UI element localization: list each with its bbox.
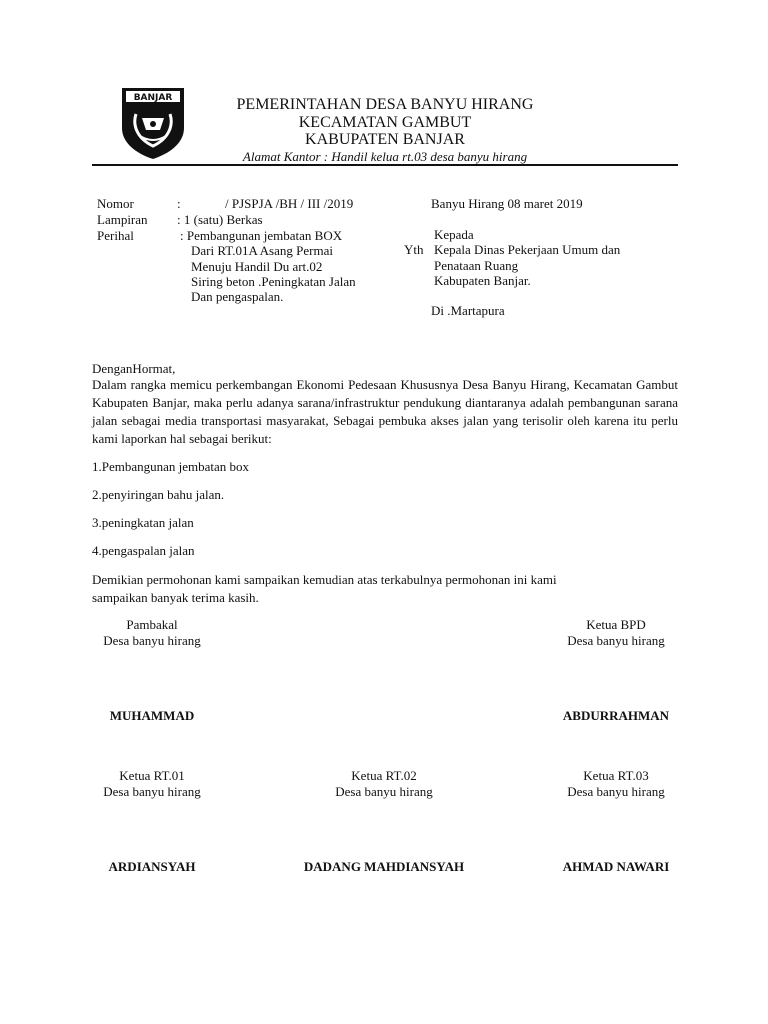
signature-org: Desa banyu hirang: [567, 784, 665, 799]
list-item: 2.penyiringan bahu jalan.: [92, 487, 225, 502]
recipient-line: Kabupaten Banjar.: [434, 273, 531, 288]
banjar-emblem-logo: [118, 84, 188, 160]
signature-org: Desa banyu hirang: [103, 784, 201, 799]
perihal-line: : Pembangunan jembatan BOX: [180, 228, 343, 243]
header-address: Alamat Kantor : Handil kelua rt.03 desa banyu hirang: [242, 149, 528, 164]
signature-title: Pambakal: [126, 617, 178, 632]
signatory-name: ABDURRAHMAN: [562, 708, 670, 723]
greeting: DenganHormat,: [92, 361, 176, 376]
header-regency: KABUPATEN BANJAR: [305, 131, 465, 148]
signatory-name: ARDIANSYAH: [108, 859, 196, 874]
recipient-line: Penataan Ruang: [434, 258, 519, 273]
perihal-line: Menuju Handil Du art.02: [191, 259, 323, 274]
signatory-name: AHMAD NAWARI: [562, 859, 670, 874]
header-district: KECAMATAN GAMBUT: [298, 114, 472, 131]
recipient-location: Di .Martapura: [431, 303, 505, 318]
body-paragraph: Dalam rangka memicu perkembangan Ekonomi Pedesaan Khususnya Desa Banyu Hirang, Kecamatan Gambut Kabupaten Banjar, maka perlu adanya sarana/infrastruktur pendukung diantaranya adalah pembangunan sarana jalan sebagai media transportasi masyarakat, Sebagai pembuka akses jalan yang terisolir oleh karena itu perlu kami laporkan hal sebagai berikut:: [92, 377, 678, 446]
perihal-line: Siring beton .Peningkatan Jalan: [191, 274, 356, 289]
closing-line: sampaikan banyak terima kasih.: [92, 590, 259, 605]
signature-title: Ketua RT.03: [583, 768, 649, 783]
signature-title: Ketua RT.02: [351, 768, 417, 783]
signature-org: Desa banyu hirang: [567, 633, 665, 648]
closing-line: Demikian permohonan kami sampaikan kemudian atas terkabulnya permohonan ini kami: [92, 572, 557, 587]
perihal-line: Dan pengaspalan.: [191, 289, 284, 304]
header-title: PEMERINTAHAN DESA BANYU HIRANG: [236, 96, 534, 113]
perihal-line: Dari RT.01A Asang Permai: [191, 243, 333, 258]
signature-rt01: [77, 768, 227, 800]
logo-text: BANJAR: [133, 93, 173, 103]
signatory-name: MUHAMMAD: [109, 708, 195, 723]
kepada-label: Kepada: [434, 227, 474, 242]
signature-title: Ketua RT.01: [119, 768, 185, 783]
yth-label: Yth: [404, 242, 424, 257]
lampiran-value: : 1 (satu) Berkas: [177, 212, 263, 227]
list-item: 3.peningkatan jalan: [92, 515, 194, 530]
perihal-label: Perihal: [97, 228, 134, 243]
signatory-name: DADANG MAHDIANSYAH: [303, 859, 465, 874]
signature-org: Desa banyu hirang: [335, 784, 433, 799]
nomor-colon: :: [177, 196, 181, 211]
letterhead-rule: [92, 164, 678, 166]
list-item: 1.Pembangunan jembatan box: [92, 459, 250, 474]
recipient-line: Kepala Dinas Pekerjaan Umum dan: [434, 242, 621, 257]
signature-title: Ketua BPD: [586, 617, 646, 632]
nomor-value: / PJSPJA /BH / III /2019: [225, 196, 354, 211]
signature-pambakal: [77, 617, 227, 649]
list-item: 4.pengaspalan jalan: [92, 543, 195, 558]
signature-rt03: [541, 768, 691, 800]
signature-org: Desa banyu hirang: [103, 633, 201, 648]
signature-rt02: [309, 768, 459, 800]
signature-bpd: [541, 617, 691, 649]
lampiran-label: Lampiran: [97, 212, 148, 227]
letter-date: Banyu Hirang 08 maret 2019: [431, 196, 583, 211]
nomor-label: Nomor: [97, 196, 134, 211]
